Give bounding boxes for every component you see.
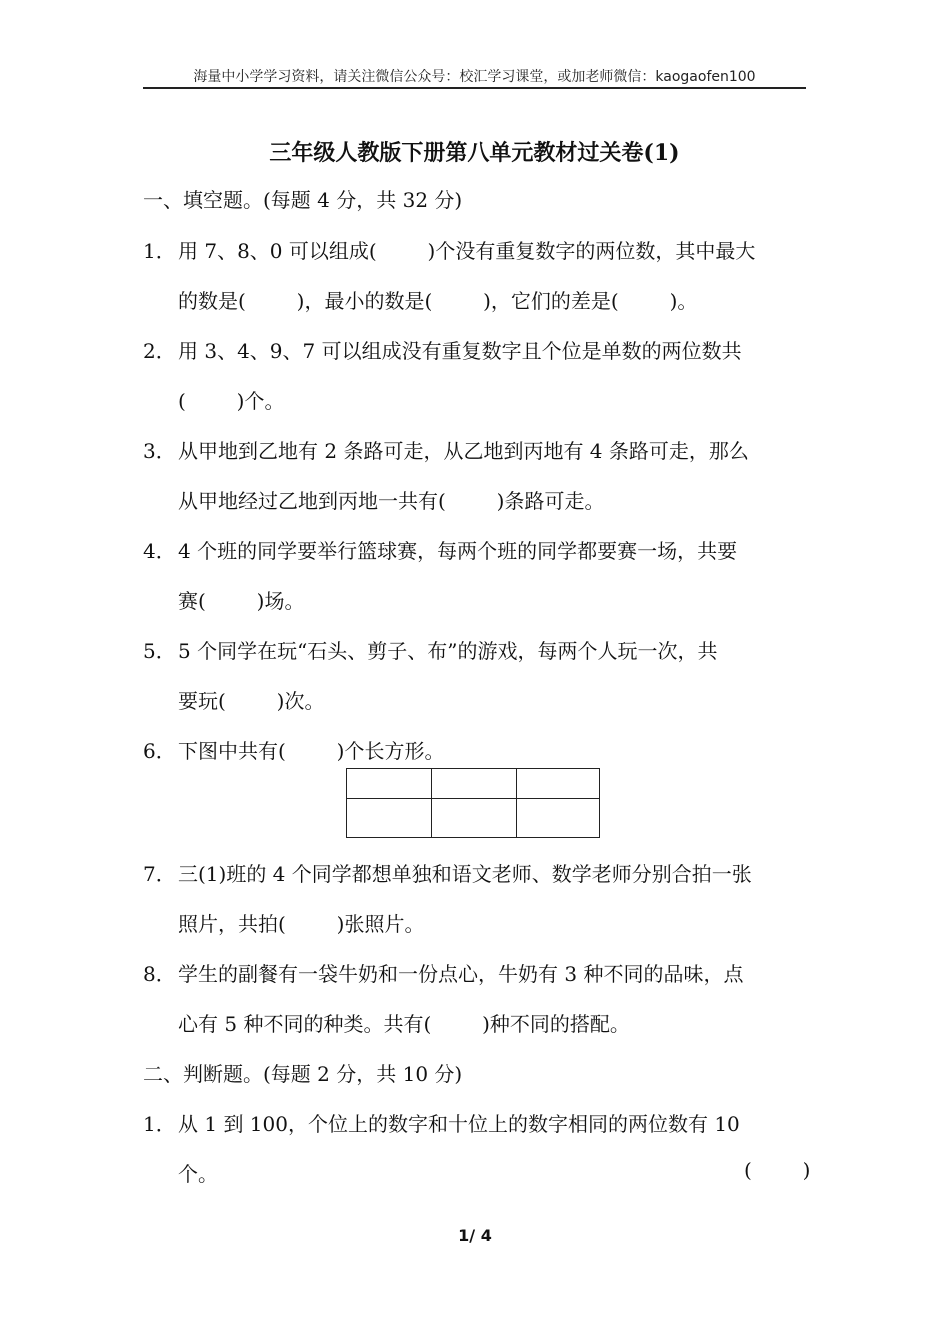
exam-title: 三年级人教版下册第八单元教材过关卷(1) — [269, 140, 680, 166]
q1-line-2: 的数是( )，最小的数是( )，它们的差是( )。 — [178, 289, 698, 313]
q3-line-1: 从甲地到乙地有 2 条路可走，从乙地到丙地有 4 条路可走，那么 — [178, 439, 749, 463]
q8-line-1: 学生的副餐有一袋牛奶和一份点心，牛奶有 3 种不同的品味，点 — [178, 962, 744, 986]
page-header: 海量中小学学习资料，请关注微信公众号：校汇学习课堂，或加老师微信：kaogaofen100 — [193, 69, 756, 85]
judge-q1-answer-blank[interactable]: ( ) — [744, 1158, 811, 1182]
judge-q1-number: 1． — [143, 1112, 176, 1136]
q3-number: 3． — [143, 439, 176, 463]
q2-line-1: 用 3、4、9、7 可以组成没有重复数字且个位是单数的两位数共 — [178, 339, 742, 363]
q6-number: 6． — [143, 739, 176, 763]
q2-line-2: ( )个。 — [178, 389, 285, 413]
q4-number: 4． — [143, 539, 176, 563]
q5-number: 5． — [143, 639, 176, 663]
judge-q1-line-1: 从 1 到 100，个位上的数字和十位上的数字相同的两位数有 10 — [178, 1112, 740, 1136]
q4-line-2: 赛( )场。 — [178, 589, 305, 613]
q6-line-1: 下图中共有( )个长方形。 — [178, 739, 445, 763]
header-divider — [143, 87, 806, 89]
grid-divider-vertical-1 — [431, 769, 432, 837]
q3-line-2: 从甲地经过乙地到丙地一共有( )条路可走。 — [178, 489, 605, 513]
q8-number: 8． — [143, 962, 176, 986]
q7-line-2: 照片，共拍( )张照片。 — [178, 912, 425, 936]
q8-line-2: 心有 5 种不同的种类。共有( )种不同的搭配。 — [178, 1012, 630, 1036]
q1-line-1: 用 7、8、0 可以组成( )个没有重复数字的两位数，其中最大 — [178, 239, 756, 263]
q7-number: 7． — [143, 862, 176, 886]
page-number: 1/ 4 — [458, 1226, 492, 1245]
grid-divider-horizontal — [347, 798, 599, 799]
q5-line-2: 要玩( )次。 — [178, 689, 325, 713]
q7-line-1: 三(1)班的 4 个同学都想单独和语文老师、数学老师分别合拍一张 — [178, 862, 752, 886]
q2-number: 2． — [143, 339, 176, 363]
grid-divider-vertical-2 — [516, 769, 517, 837]
section-1-heading: 一、填空题。(每题 4 分，共 32 分) — [143, 188, 463, 212]
rectangle-grid-figure — [346, 768, 600, 838]
q4-line-1: 4 个班的同学要举行篮球赛，每两个班的同学都要赛一场，共要 — [178, 539, 738, 563]
q1-number: 1． — [143, 239, 176, 263]
section-2-heading: 二、判断题。(每题 2 分，共 10 分) — [143, 1062, 463, 1086]
judge-q1-line-2: 个。 — [178, 1162, 218, 1186]
q5-line-1: 5 个同学在玩“石头、剪子、布”的游戏，每两个人玩一次，共 — [178, 639, 718, 663]
